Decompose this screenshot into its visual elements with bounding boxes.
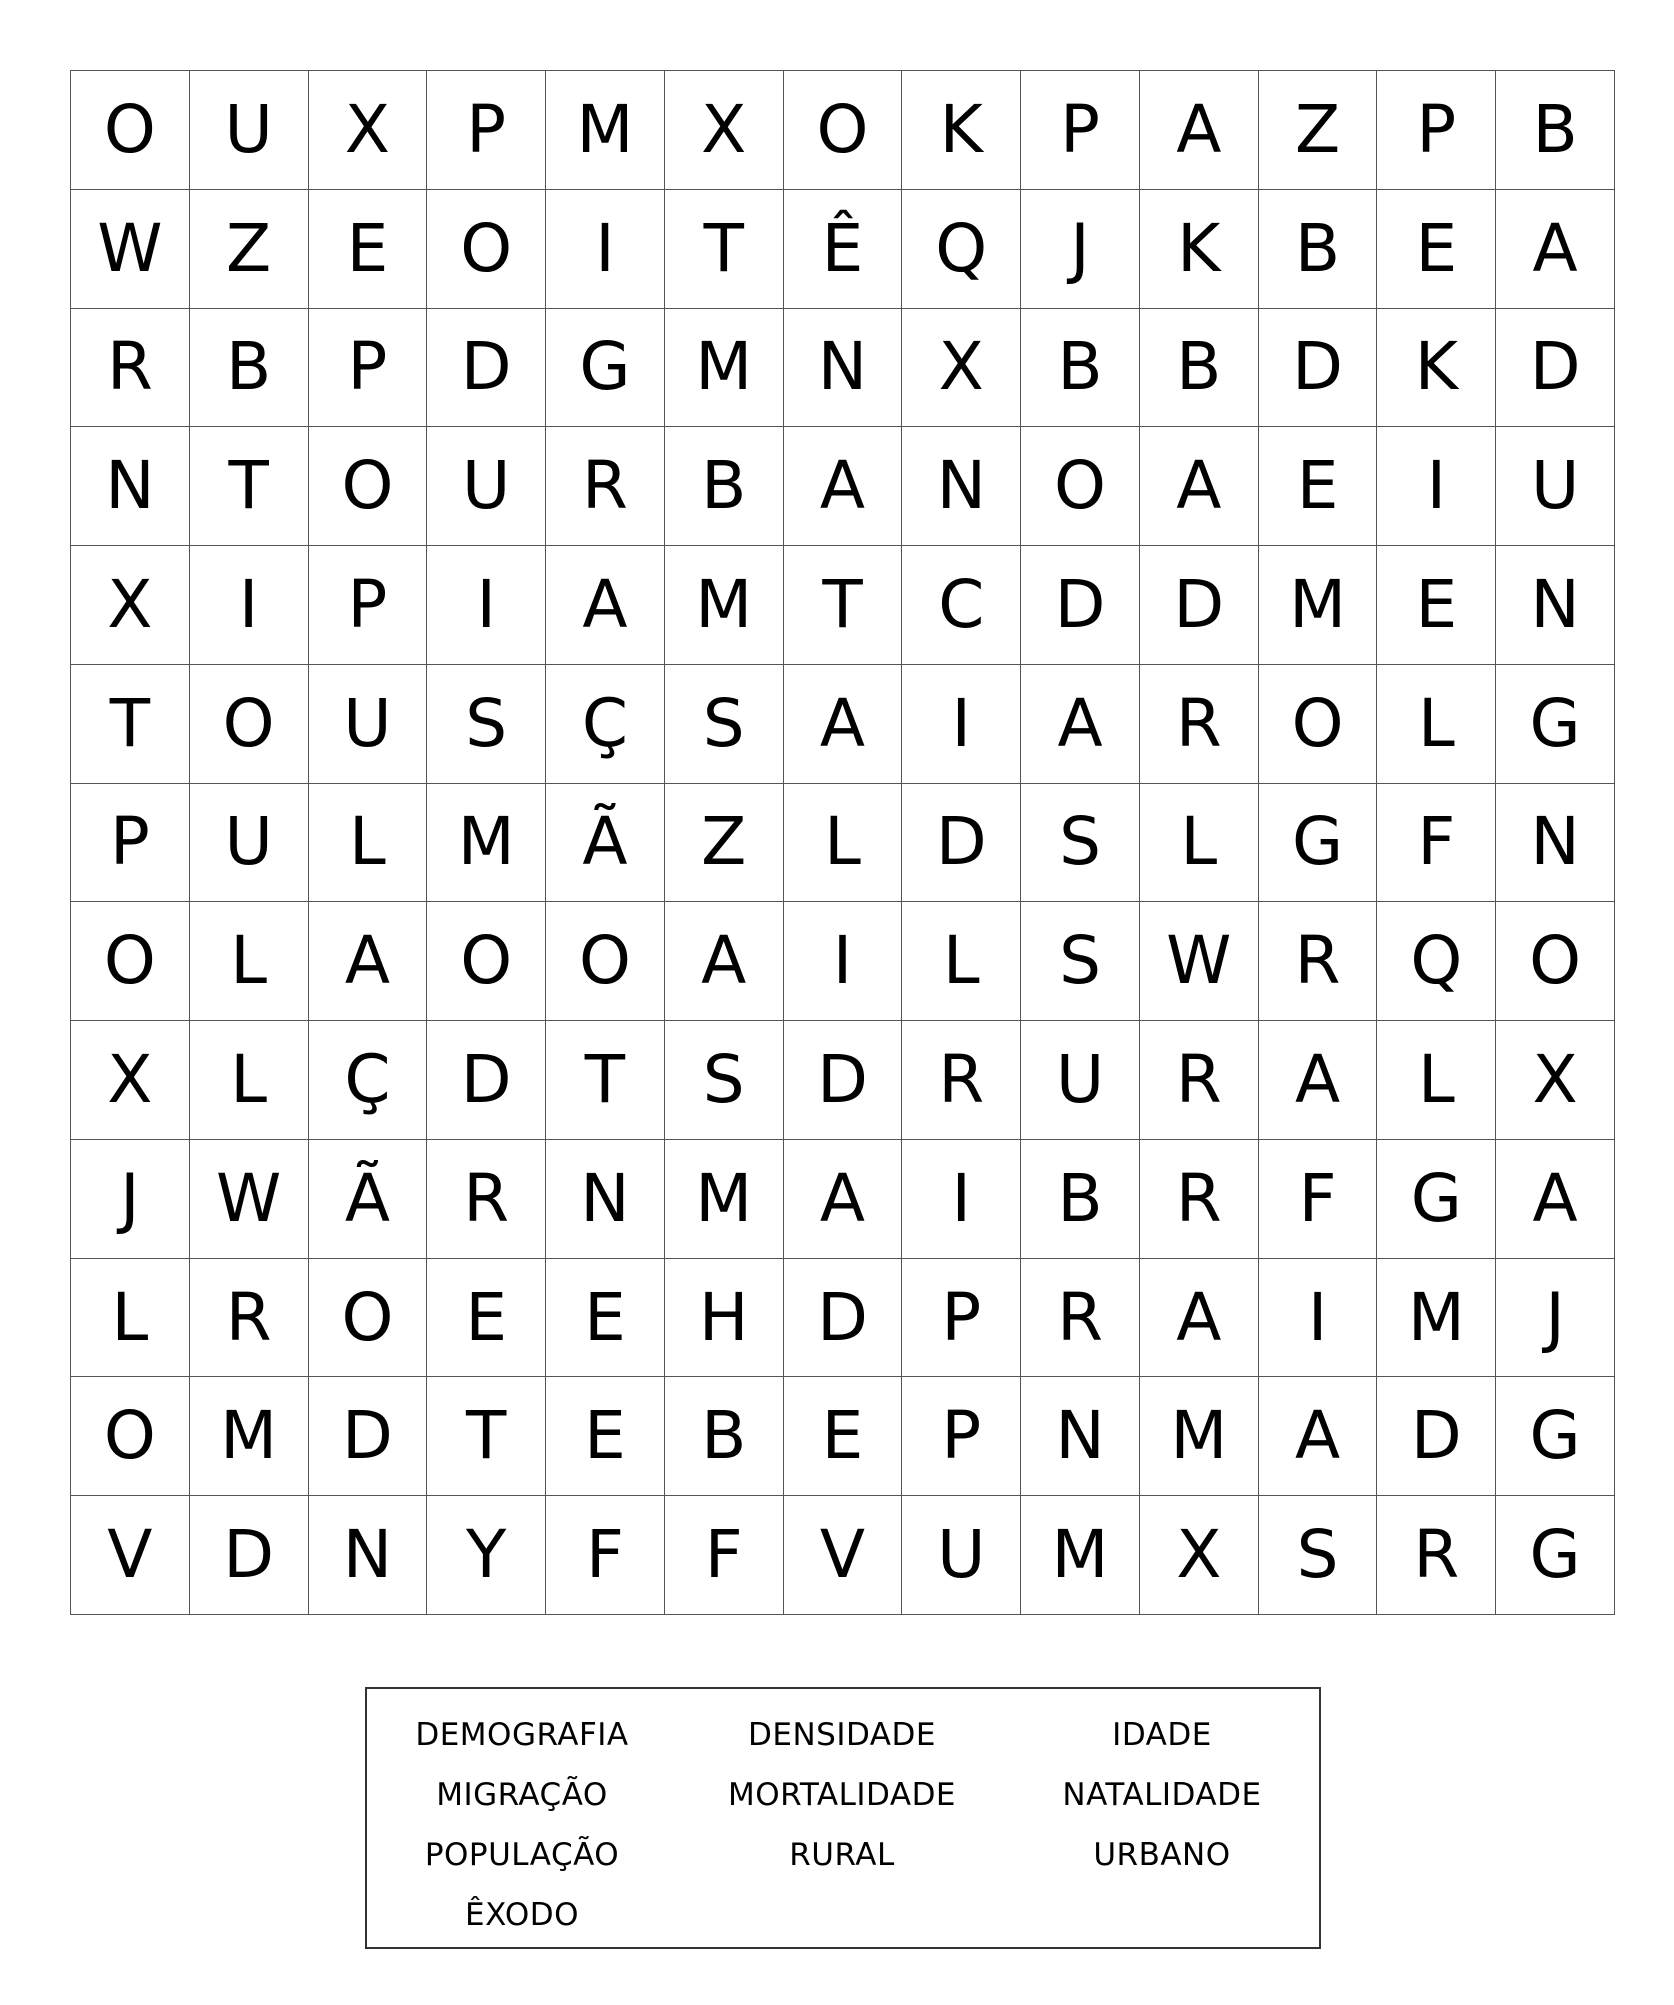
grid-cell[interactable]: L <box>902 902 1021 1021</box>
grid-cell[interactable]: M <box>546 71 665 190</box>
grid-cell[interactable]: S <box>1259 1496 1378 1615</box>
grid-cell[interactable]: A <box>1496 190 1615 309</box>
grid-cell[interactable]: L <box>190 902 309 1021</box>
grid-cell[interactable]: Ã <box>546 784 665 903</box>
grid-cell[interactable]: S <box>427 665 546 784</box>
grid-cell[interactable]: A <box>1496 1140 1615 1259</box>
grid-cell[interactable]: X <box>1496 1021 1615 1140</box>
word-list-column <box>367 1705 677 1945</box>
grid-cell[interactable]: R <box>1377 1496 1496 1615</box>
grid-cell[interactable]: E <box>546 1259 665 1378</box>
grid-cell[interactable]: G <box>1377 1140 1496 1259</box>
grid-cell[interactable]: R <box>71 309 190 428</box>
grid-cell[interactable]: J <box>71 1140 190 1259</box>
grid-cell[interactable]: L <box>190 1021 309 1140</box>
grid-cell[interactable]: P <box>427 71 546 190</box>
grid-cell[interactable]: X <box>1140 1496 1259 1615</box>
word-search-grid <box>70 70 1615 1615</box>
grid-cell[interactable]: M <box>1259 546 1378 665</box>
grid-cell[interactable]: P <box>309 546 428 665</box>
grid-cell[interactable]: A <box>1021 665 1140 784</box>
grid-cell[interactable]: M <box>665 309 784 428</box>
grid-cell[interactable]: W <box>71 190 190 309</box>
grid-cell[interactable]: G <box>1259 784 1378 903</box>
grid-cell[interactable]: T <box>71 665 190 784</box>
grid-cell[interactable]: A <box>1140 1259 1259 1378</box>
grid-cell[interactable]: B <box>190 309 309 428</box>
grid-cell[interactable]: D <box>427 1021 546 1140</box>
grid-cell[interactable]: A <box>1259 1021 1378 1140</box>
grid-cell[interactable]: T <box>190 427 309 546</box>
grid-cell[interactable]: D <box>784 1021 903 1140</box>
grid-cell[interactable]: D <box>427 309 546 428</box>
grid-cell[interactable]: O <box>71 902 190 1021</box>
grid-cell[interactable]: N <box>1496 784 1615 903</box>
grid-cell[interactable]: Q <box>1377 902 1496 1021</box>
grid-cell[interactable]: P <box>1377 71 1496 190</box>
grid-cell[interactable]: D <box>309 1377 428 1496</box>
grid-cell[interactable]: M <box>665 546 784 665</box>
grid-cell[interactable]: Q <box>902 190 1021 309</box>
grid-cell[interactable]: D <box>1140 546 1259 665</box>
grid-cell[interactable]: G <box>1496 665 1615 784</box>
grid-cell[interactable]: A <box>1140 427 1259 546</box>
word-list-item: POPULAÇÃO <box>424 1837 620 1873</box>
grid-cell[interactable]: N <box>546 1140 665 1259</box>
grid-cell[interactable]: E <box>427 1259 546 1378</box>
word-list-item: MIGRAÇÃO <box>436 1777 608 1813</box>
grid-cell[interactable]: Z <box>1259 71 1378 190</box>
grid-cell[interactable]: F <box>1259 1140 1378 1259</box>
grid-cell[interactable]: I <box>784 902 903 1021</box>
grid-cell[interactable]: N <box>71 427 190 546</box>
grid-cell[interactable]: M <box>1140 1377 1259 1496</box>
grid-cell[interactable]: R <box>427 1140 546 1259</box>
grid-cell[interactable]: O <box>427 190 546 309</box>
grid-cell[interactable]: Z <box>190 190 309 309</box>
grid-cell[interactable]: B <box>1021 309 1140 428</box>
grid-cell[interactable]: J <box>1496 1259 1615 1378</box>
grid-cell[interactable]: T <box>427 1377 546 1496</box>
grid-cell[interactable]: D <box>902 784 1021 903</box>
grid-cell[interactable]: A <box>546 546 665 665</box>
grid-cell[interactable]: X <box>309 71 428 190</box>
grid-cell[interactable]: K <box>902 71 1021 190</box>
grid-cell[interactable]: U <box>309 665 428 784</box>
grid-cell[interactable]: L <box>1377 665 1496 784</box>
grid-cell[interactable]: A <box>1259 1377 1378 1496</box>
grid-cell[interactable]: I <box>427 546 546 665</box>
grid-cell[interactable]: O <box>71 71 190 190</box>
grid-cell[interactable]: B <box>665 1377 784 1496</box>
grid-cell[interactable]: D <box>1377 1377 1496 1496</box>
grid-cell[interactable]: R <box>1140 1021 1259 1140</box>
grid-cell[interactable]: U <box>190 71 309 190</box>
grid-cell[interactable]: U <box>190 784 309 903</box>
grid-cell[interactable]: O <box>309 427 428 546</box>
grid-cell[interactable]: E <box>1259 427 1378 546</box>
word-list-item: NATALIDADE <box>1062 1777 1262 1813</box>
word-list-item: ÊXODO <box>464 1897 579 1933</box>
grid-cell[interactable]: F <box>546 1496 665 1615</box>
word-list-item: IDADE <box>1112 1717 1212 1753</box>
grid-cell[interactable]: O <box>1021 427 1140 546</box>
grid-cell[interactable]: M <box>665 1140 784 1259</box>
grid-cell[interactable]: B <box>1140 309 1259 428</box>
grid-cell[interactable]: C <box>902 546 1021 665</box>
grid-cell[interactable]: O <box>1259 665 1378 784</box>
grid-cell[interactable]: N <box>1496 546 1615 665</box>
grid-cell[interactable]: R <box>1259 902 1378 1021</box>
grid-cell[interactable]: P <box>309 309 428 428</box>
grid-cell[interactable]: E <box>784 1377 903 1496</box>
grid-cell[interactable]: J <box>1021 190 1140 309</box>
grid-cell[interactable]: P <box>1021 71 1140 190</box>
grid-cell[interactable]: I <box>902 1140 1021 1259</box>
grid-cell[interactable]: R <box>1140 665 1259 784</box>
grid-cell[interactable]: A <box>784 1140 903 1259</box>
grid-cell[interactable]: Ê <box>784 190 903 309</box>
grid-cell[interactable]: L <box>1140 784 1259 903</box>
grid-cell[interactable]: S <box>1021 902 1140 1021</box>
grid-cell[interactable]: L <box>309 784 428 903</box>
grid-cell[interactable]: H <box>665 1259 784 1378</box>
grid-cell[interactable]: P <box>902 1259 1021 1378</box>
grid-cell[interactable]: F <box>1377 784 1496 903</box>
grid-cell[interactable]: R <box>1140 1140 1259 1259</box>
grid-cell[interactable]: R <box>190 1259 309 1378</box>
grid-cell[interactable]: I <box>1259 1259 1378 1378</box>
grid-cell[interactable]: E <box>309 190 428 309</box>
word-list-item: DEMOGRAFIA <box>415 1717 629 1753</box>
grid-cell[interactable]: K <box>1377 309 1496 428</box>
grid-cell[interactable]: M <box>190 1377 309 1496</box>
grid-cell[interactable]: W <box>1140 902 1259 1021</box>
grid-cell[interactable]: D <box>784 1259 903 1378</box>
word-list-column <box>677 1705 1007 1885</box>
grid-cell[interactable]: R <box>1021 1259 1140 1378</box>
grid-cell[interactable]: P <box>71 784 190 903</box>
grid-cell[interactable]: O <box>546 902 665 1021</box>
grid-cell[interactable]: E <box>1377 546 1496 665</box>
word-list-item: URBANO <box>1093 1837 1231 1873</box>
grid-cell[interactable]: G <box>1496 1496 1615 1615</box>
grid-cell[interactable]: D <box>190 1496 309 1615</box>
grid-cell[interactable]: T <box>546 1021 665 1140</box>
grid-cell[interactable]: B <box>1021 1140 1140 1259</box>
word-list-box <box>365 1687 1321 1949</box>
grid-cell[interactable]: L <box>71 1259 190 1378</box>
grid-cell[interactable]: A <box>309 902 428 1021</box>
grid-cell[interactable]: A <box>784 665 903 784</box>
grid-cell[interactable]: T <box>784 546 903 665</box>
grid-cell[interactable]: S <box>665 1021 784 1140</box>
word-list-item: MORTALIDADE <box>727 1777 957 1813</box>
grid-cell[interactable]: Ç <box>309 1021 428 1140</box>
grid-cell[interactable]: B <box>1259 190 1378 309</box>
grid-cell[interactable]: X <box>71 546 190 665</box>
grid-cell[interactable]: X <box>902 309 1021 428</box>
grid-cell[interactable]: T <box>665 190 784 309</box>
grid-cell[interactable]: O <box>71 1377 190 1496</box>
grid-cell[interactable]: K <box>1140 190 1259 309</box>
grid-cell[interactable]: O <box>1496 902 1615 1021</box>
grid-cell[interactable]: N <box>309 1496 428 1615</box>
grid-cell[interactable]: N <box>784 309 903 428</box>
grid-cell[interactable]: R <box>546 427 665 546</box>
grid-cell[interactable]: S <box>665 665 784 784</box>
grid-cell[interactable]: U <box>902 1496 1021 1615</box>
grid-cell[interactable]: R <box>902 1021 1021 1140</box>
grid-cell[interactable]: O <box>190 665 309 784</box>
grid-cell[interactable]: B <box>665 427 784 546</box>
grid-cell[interactable]: U <box>1496 427 1615 546</box>
grid-cell[interactable]: B <box>1496 71 1615 190</box>
grid-cell[interactable]: A <box>1140 71 1259 190</box>
grid-cell[interactable]: S <box>1021 784 1140 903</box>
grid-cell[interactable]: D <box>1259 309 1378 428</box>
grid-cell[interactable]: O <box>427 902 546 1021</box>
grid-cell[interactable]: U <box>1021 1021 1140 1140</box>
grid-cell[interactable]: V <box>71 1496 190 1615</box>
grid-cell[interactable]: Ã <box>309 1140 428 1259</box>
word-list-column <box>1007 1705 1317 1885</box>
grid-cell[interactable]: Y <box>427 1496 546 1615</box>
grid-cell[interactable]: L <box>784 784 903 903</box>
grid-cell[interactable]: I <box>190 546 309 665</box>
grid-cell[interactable]: X <box>71 1021 190 1140</box>
grid-cell[interactable]: G <box>1496 1377 1615 1496</box>
grid-cell[interactable]: V <box>784 1496 903 1615</box>
grid-cell[interactable]: Z <box>665 784 784 903</box>
grid-cell[interactable]: O <box>784 71 903 190</box>
word-list-item: DENSIDADE <box>748 1717 936 1753</box>
grid-cell[interactable]: D <box>1496 309 1615 428</box>
grid-cell[interactable]: D <box>1021 546 1140 665</box>
grid-cell[interactable]: X <box>665 71 784 190</box>
grid-cell[interactable]: Ç <box>546 665 665 784</box>
grid-cell[interactable]: M <box>1377 1259 1496 1378</box>
grid-cell[interactable]: A <box>784 427 903 546</box>
grid-cell[interactable]: G <box>546 309 665 428</box>
grid-cell[interactable]: M <box>1021 1496 1140 1615</box>
grid-cell[interactable]: N <box>1021 1377 1140 1496</box>
grid-cell[interactable]: M <box>427 784 546 903</box>
grid-cell[interactable]: P <box>902 1377 1021 1496</box>
word-list-item: RURAL <box>789 1837 895 1873</box>
grid-cell[interactable]: F <box>665 1496 784 1615</box>
grid-cell[interactable]: W <box>190 1140 309 1259</box>
grid-cell[interactable]: O <box>309 1259 428 1378</box>
grid-cell[interactable]: I <box>1377 427 1496 546</box>
grid-cell[interactable]: E <box>546 1377 665 1496</box>
grid-cell[interactable]: I <box>546 190 665 309</box>
grid-cell[interactable]: L <box>1377 1021 1496 1140</box>
grid-cell[interactable]: E <box>1377 190 1496 309</box>
grid-cell[interactable]: I <box>902 665 1021 784</box>
grid-cell[interactable]: N <box>902 427 1021 546</box>
grid-cell[interactable]: A <box>665 902 784 1021</box>
grid-cell[interactable]: U <box>427 427 546 546</box>
